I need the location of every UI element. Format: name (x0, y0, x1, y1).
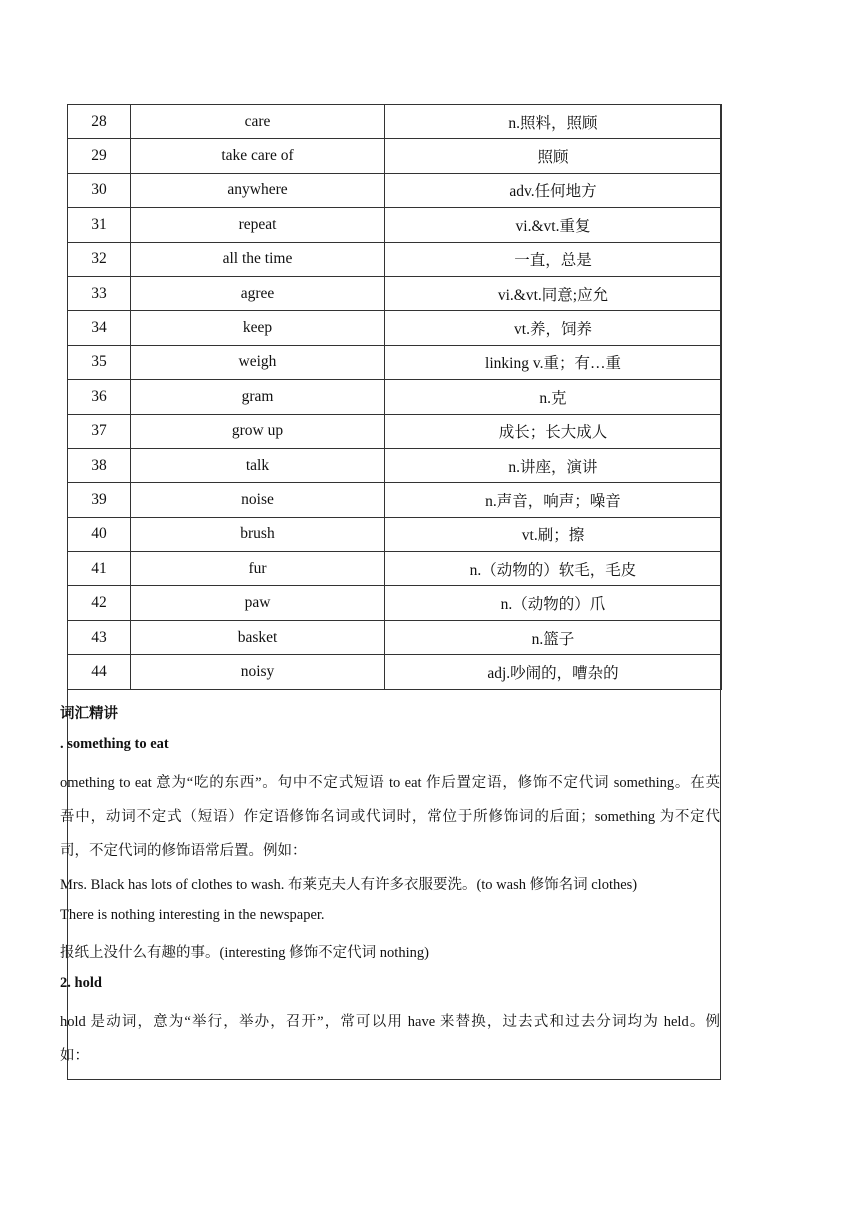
item2-line2: 如： (60, 1048, 89, 1064)
table-row (68, 655, 722, 689)
row-number: 34 (68, 311, 131, 345)
row-word: gram (131, 380, 385, 414)
row-number: 44 (68, 655, 131, 689)
vocabulary-table-body (68, 105, 722, 690)
row-meaning: vi.&vt.重复 (385, 208, 722, 242)
row-word: keep (131, 311, 385, 345)
row-number: 40 (68, 517, 131, 551)
row-number: 29 (68, 139, 131, 173)
row-word: grow up (131, 414, 385, 448)
row-meaning: adv.任何地方 (385, 173, 722, 207)
row-word: noise (131, 483, 385, 517)
row-word: care (131, 105, 385, 139)
item2-title: 2. hold (60, 975, 102, 991)
row-meaning: n.讲座，演讲 (385, 448, 722, 482)
row-number: 32 (68, 242, 131, 276)
row-word: all the time (131, 242, 385, 276)
table-row (68, 139, 722, 173)
table-row (68, 276, 722, 310)
row-meaning: n.（动物的）爪 (385, 586, 722, 620)
row-word: paw (131, 586, 385, 620)
row-word: brush (131, 517, 385, 551)
row-word: fur (131, 552, 385, 586)
document-frame (60, 104, 721, 1080)
table-row (68, 311, 722, 345)
table-row (68, 483, 722, 517)
row-word: take care of (131, 139, 385, 173)
row-number: 31 (68, 208, 131, 242)
table-row (68, 586, 722, 620)
example1: Mrs. Black has lots of clothes to wash. 布莱克夫人有许多衣服要洗。(to wash 修饰名词 clothes) (60, 877, 638, 893)
item1-title: . something to eat (60, 736, 169, 752)
row-word: repeat (131, 208, 385, 242)
row-number: 35 (68, 345, 131, 379)
row-number: 43 (68, 620, 131, 654)
row-meaning: n.（动物的）软毛，毛皮 (385, 552, 722, 586)
row-number: 30 (68, 173, 131, 207)
table-row (68, 448, 722, 482)
row-word: agree (131, 276, 385, 310)
table-row (68, 414, 722, 448)
item1-line3: 司，不定代词的修饰语常后置。例如： (60, 843, 307, 859)
table-row (68, 517, 722, 551)
row-number: 39 (68, 483, 131, 517)
table-row (68, 105, 722, 139)
row-meaning: vi.&vt.同意;应允 (385, 276, 722, 310)
row-meaning: n.照料，照顾 (385, 105, 722, 139)
row-meaning: adj.吵闹的，嘈杂的 (385, 655, 722, 689)
table-row (68, 208, 722, 242)
row-word: basket (131, 620, 385, 654)
row-number: 38 (68, 448, 131, 482)
row-number: 42 (68, 586, 131, 620)
table-row (68, 242, 722, 276)
row-word: weigh (131, 345, 385, 379)
item2-line1: hold 是动词，意为“举行，举办，召开”，常可以用 have 来替换，过去式和过去分词均为 held。例 (60, 1014, 720, 1030)
row-meaning: vt.养，饲养 (385, 311, 722, 345)
table-row (68, 552, 722, 586)
example2-translation: 报纸上没什么有趣的事。(interesting 修饰不定代词 nothing) (60, 945, 429, 961)
row-meaning: 照顾 (385, 139, 722, 173)
section-title: 词汇精讲 (60, 706, 118, 722)
row-meaning: n.声音，响声；噪音 (385, 483, 722, 517)
table-row (68, 380, 722, 414)
table-row (68, 173, 722, 207)
row-number: 28 (68, 105, 131, 139)
row-number: 33 (68, 276, 131, 310)
row-number: 36 (68, 380, 131, 414)
row-number: 41 (68, 552, 131, 586)
item1-line2: 吾中，动词不定式（短语）作定语修饰名词或代词时，常位于所修饰词的后面；something 为不定代 (60, 809, 720, 825)
row-meaning: vt.刷；擦 (385, 517, 722, 551)
row-meaning: 成长；长大成人 (385, 414, 722, 448)
item1-line1: omething to eat 意为“吃的东西”。句中不定式短语 to eat 作后置定语，修饰不定代词 something。在英 (60, 775, 720, 791)
example2: There is nothing interesting in the newspaper. (60, 907, 325, 923)
row-word: talk (131, 448, 385, 482)
table-row (68, 620, 722, 654)
row-word: noisy (131, 655, 385, 689)
row-word: anywhere (131, 173, 385, 207)
row-meaning: linking v.重；有…重 (385, 345, 722, 379)
vocabulary-table (67, 104, 722, 690)
table-row (68, 345, 722, 379)
row-meaning: 一直，总是 (385, 242, 722, 276)
row-meaning: n.克 (385, 380, 722, 414)
row-number: 37 (68, 414, 131, 448)
row-meaning: n.篮子 (385, 620, 722, 654)
